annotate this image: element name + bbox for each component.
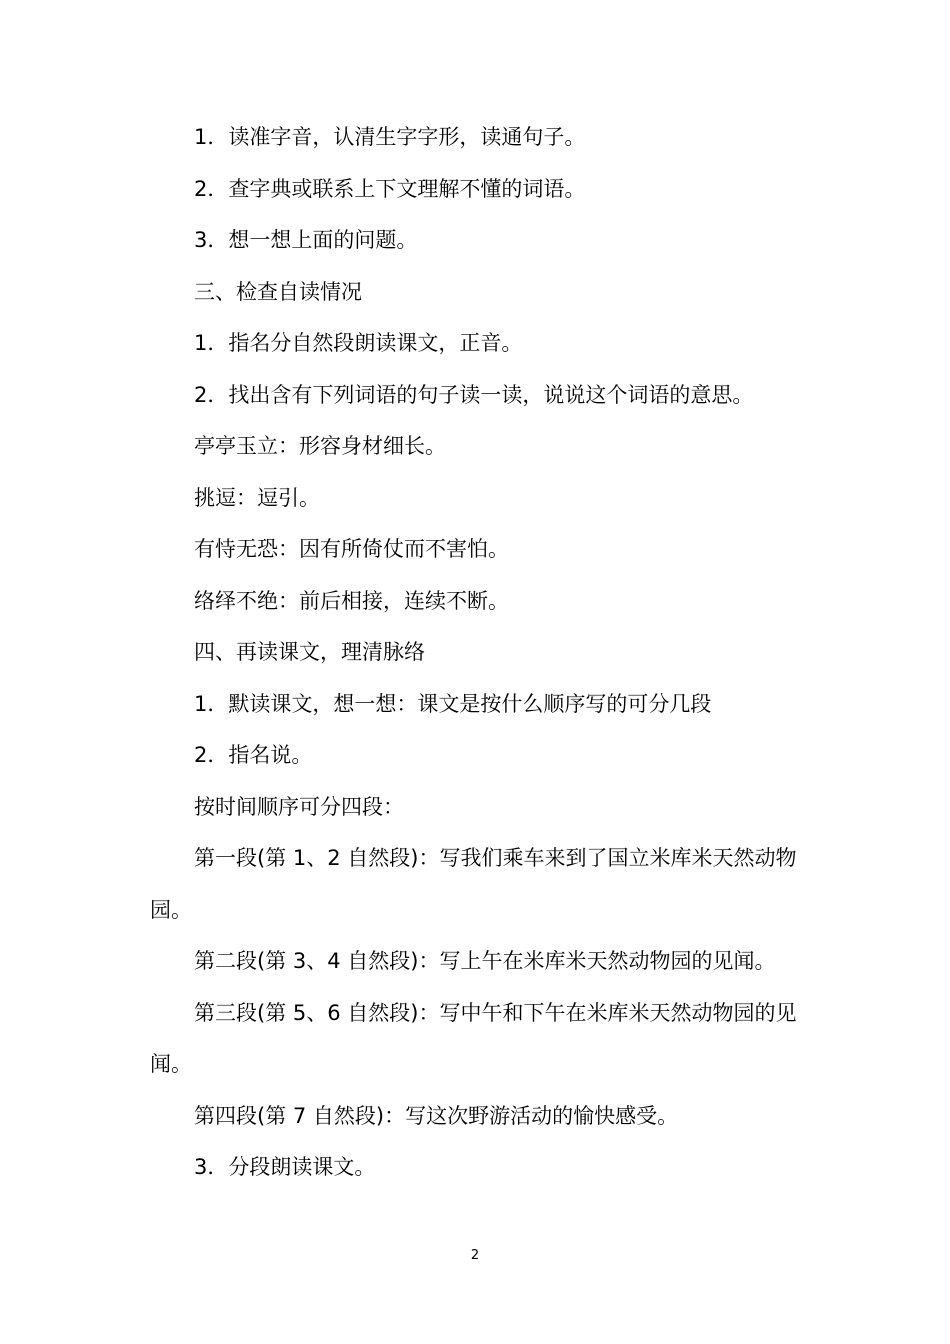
page-number: 2 bbox=[470, 1248, 480, 1263]
section-heading: 三、检查自读情况 bbox=[194, 279, 362, 304]
segment-description: 第四段(第 7 自然段)：写这次野游活动的愉快感受。 bbox=[194, 1103, 679, 1128]
paragraph: 按时间顺序可分四段： bbox=[194, 794, 404, 819]
paragraph: 2．查字典或联系上下文理解不懂的词语。 bbox=[194, 176, 586, 201]
vocabulary-definition: 挑逗：逗引。 bbox=[194, 485, 320, 510]
vocabulary-definition: 有恃无恐：因有所倚仗而不害怕。 bbox=[194, 537, 509, 561]
paragraph: 2．找出含有下列词语的句子读一读，说说这个词语的意思。 bbox=[194, 382, 754, 407]
paragraph: 3．想一想上面的问题。 bbox=[194, 228, 418, 252]
vocabulary-definition: 络绎不绝：前后相接，连续不断。 bbox=[194, 588, 509, 613]
paragraph: 2．指名说。 bbox=[194, 743, 313, 767]
section-heading: 四、再读课文，理清脉络 bbox=[194, 640, 425, 664]
paragraph: 1．默读课文，想一想：课文是按什么顺序写的可分几段 bbox=[194, 691, 712, 716]
segment-description: 第一段(第 1、2 自然段)：写我们乘车来到了国立米库米天然动物园。 bbox=[150, 846, 797, 922]
paragraph: 3．分段朗读课文。 bbox=[194, 1155, 376, 1179]
document-body bbox=[150, 112, 810, 1194]
vocabulary-definition: 亭亭玉立：形容身材细长。 bbox=[194, 434, 446, 458]
segment-description: 第三段(第 5、6 自然段)：写中午和下午在米库米天然动物园的见闻。 bbox=[150, 1000, 797, 1076]
paragraph: 1．指名分自然段朗读课文，正音。 bbox=[194, 331, 523, 355]
segment-description: 第二段(第 3、4 自然段)：写上午在米库米天然动物园的见闻。 bbox=[194, 949, 776, 973]
paragraph: 1．读准字音，认清生字字形，读通句子。 bbox=[194, 125, 586, 149]
